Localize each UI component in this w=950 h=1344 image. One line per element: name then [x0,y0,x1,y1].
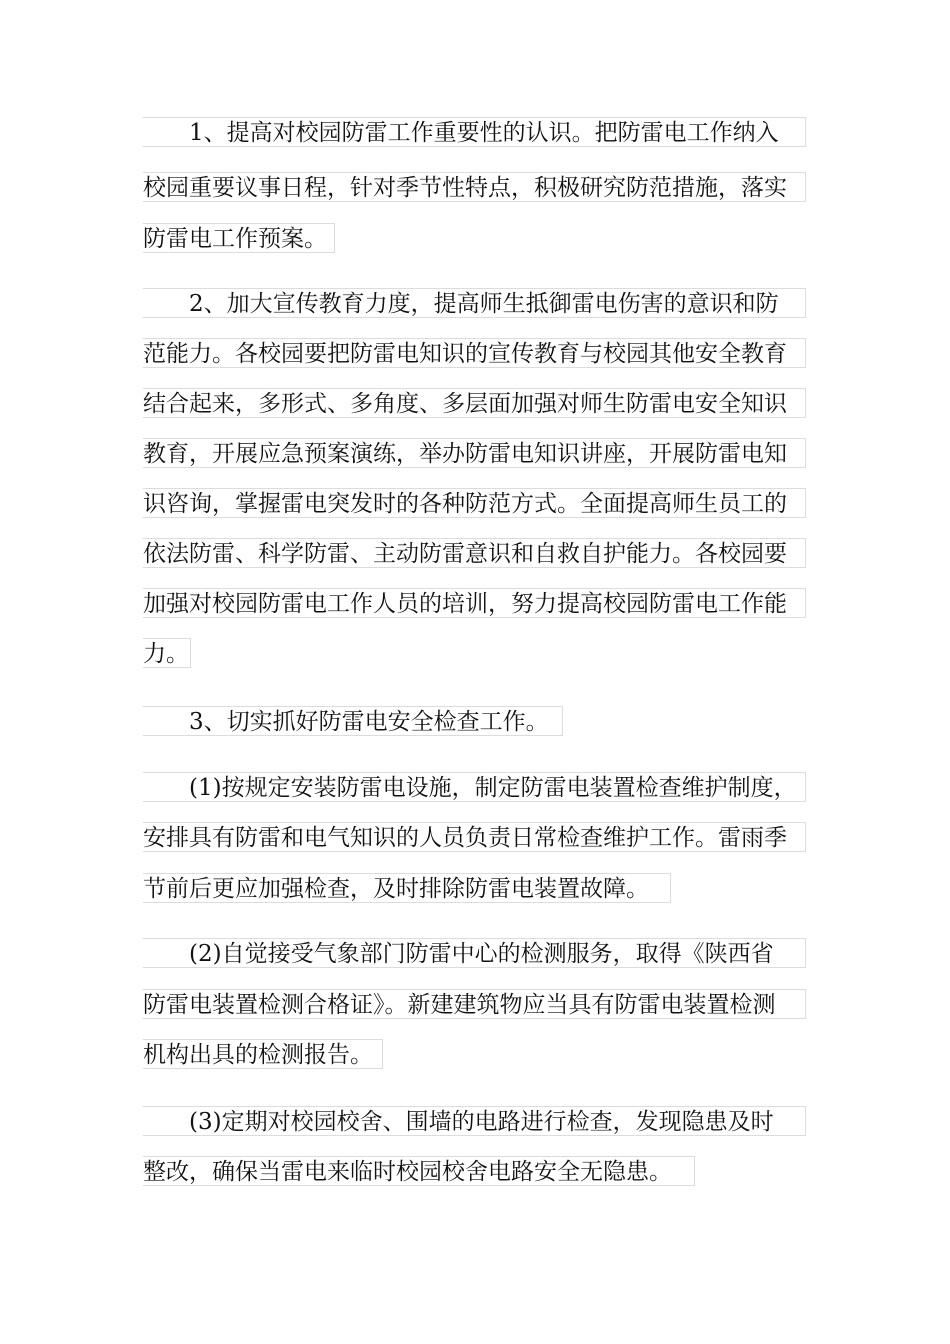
paragraph-1-line-3: 防雷电工作预案。 [143,223,335,253]
paragraph-2-line-5: 识咨询，掌握雷电突发时的各种防范方式。全面提高师生员工的 [143,488,806,518]
paragraph-2-line-3: 结合起来，多形式、多角度、多层面加强对师生防雷电安全知识 [143,388,806,418]
paragraph-3-line-1: 3、切实抓好防雷电安全检查工作。 [143,706,563,736]
paragraph-5-line-1: (2)自觉接受气象部门防雷中心的检测服务，取得《陕西省 [143,938,806,968]
paragraph-2-line-7: 加强对校园防雷电工作人员的培训，努力提高校园防雷电工作能 [143,588,806,618]
paragraph-2-line-6: 依法防雷、科学防雷、主动防雷意识和自救自护能力。各校园要 [143,538,806,568]
paragraph-2-line-4: 教育，开展应急预案演练，举办防雷电知识讲座，开展防雷电知 [143,438,806,468]
paragraph-5-line-3: 机构出具的检测报告。 [143,1039,383,1069]
paragraph-1-line-2: 校园重要议事日程，针对季节性特点，积极研究防范措施，落实 [143,172,806,202]
paragraph-1-line-1: 1、提高对校园防雷工作重要性的认识。把防雷电工作纳入 [143,117,806,147]
paragraph-2-line-2: 范能力。各校园要把防雷电知识的宣传教育与校园其他安全教育 [143,338,806,368]
paragraph-4-line-3: 节前后更应加强检查，及时排除防雷电装置故障。 [143,873,671,903]
paragraph-5-line-2: 防雷电装置检测合格证》。新建建筑物应当具有防雷电装置检测 [143,989,806,1019]
paragraph-4-line-1: (1)按规定安装防雷电设施，制定防雷电装置检查维护制度， [143,772,806,802]
paragraph-4-line-2: 安排具有防雷和电气知识的人员负责日常检查维护工作。雷雨季 [143,822,806,852]
paragraph-6-line-1: (3)定期对校园校舍、围墙的电路进行检查，发现隐患及时 [143,1106,806,1136]
paragraph-6-line-2: 整改，确保当雷电来临时校园校舍电路安全无隐患。 [143,1156,695,1186]
paragraph-2-line-1: 2、加大宣传教育力度，提高师生抵御雷电伤害的意识和防 [143,288,806,318]
paragraph-2-line-8: 力。 [143,638,191,668]
